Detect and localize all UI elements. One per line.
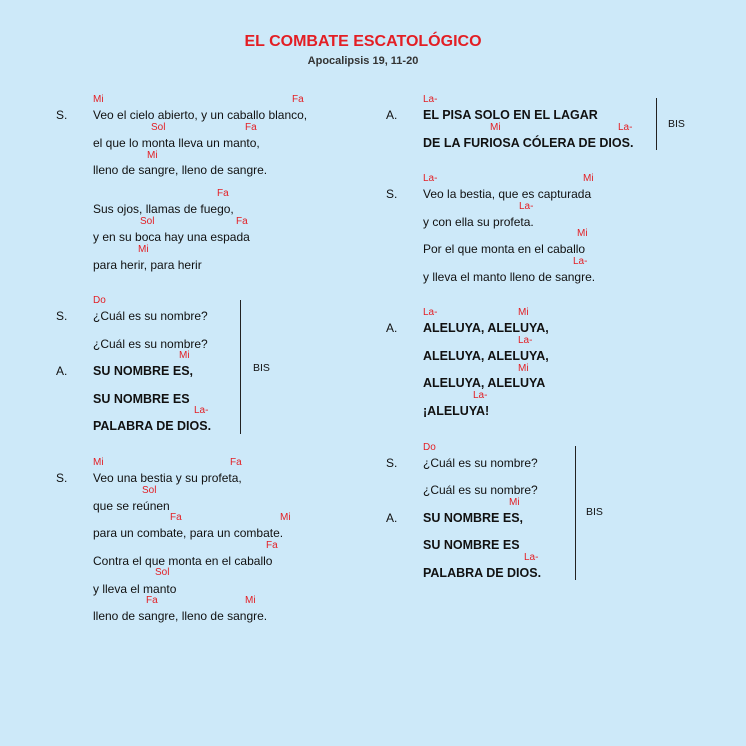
lyric-line: DE LA FURIOSA CÓLERA DE DIOS. (423, 136, 634, 150)
speaker-label: A. (386, 321, 398, 335)
chord: Fa (217, 188, 229, 199)
chord: La- (423, 94, 438, 105)
chord: Fa (146, 595, 158, 606)
lyric-line: ALELUYA, ALELUYA (423, 376, 546, 390)
speaker-label: A. (386, 511, 398, 525)
lyric-line: ¡ALELUYA! (423, 404, 490, 418)
chord: Mi (93, 457, 104, 468)
lyric-line: Veo la bestia, que es capturada (423, 187, 592, 201)
chord: Mi (280, 512, 291, 523)
lyric-line: ¿Cuál es su nombre? (93, 337, 208, 351)
chord: Sol (142, 485, 157, 496)
chord: Mi (147, 150, 158, 161)
lyric-line: y con ella su profeta. (423, 215, 534, 229)
chord: Sol (140, 216, 155, 227)
chord: Mi (518, 363, 529, 374)
chord: Mi (490, 122, 501, 133)
speaker-label: S. (386, 456, 398, 470)
chord: Fa (266, 540, 278, 551)
chord: Sol (155, 567, 170, 578)
chord: Do (423, 442, 436, 453)
chord: Mi (509, 497, 520, 508)
lyric-line: ¿Cuál es su nombre? (423, 483, 538, 497)
lyric-line: lleno de sangre, lleno de sangre. (93, 163, 268, 177)
chord: Do (93, 295, 106, 306)
speaker-label: S. (56, 108, 68, 122)
chord: La- (423, 307, 438, 318)
chord: Fa (230, 457, 242, 468)
lyric-line: el que lo monta lleva un manto, (93, 136, 260, 150)
lyric-line: EL PISA SOLO EN EL LAGAR (423, 108, 598, 122)
speaker-label: S. (56, 309, 68, 323)
lyric-line: Veo una bestia y su profeta, (93, 471, 242, 485)
lyric-line: SU NOMBRE ES (423, 538, 520, 552)
chord: La- (519, 201, 534, 212)
bis-bracket (240, 300, 241, 434)
chord: Mi (518, 307, 529, 318)
chord: Mi (138, 244, 149, 255)
lyric-line: para herir, para herir (93, 258, 202, 272)
lyric-line: PALABRA DE DIOS. (423, 566, 542, 580)
chord: Sol (151, 122, 166, 133)
lyric-line: ¿Cuál es su nombre? (93, 309, 208, 323)
lyric-line: SU NOMBRE ES (93, 392, 190, 406)
lyric-line: ALELUYA, ALELUYA, (423, 321, 549, 335)
chord: La- (573, 256, 588, 267)
speaker-label: S. (56, 471, 68, 485)
bis-label: BIS (668, 118, 685, 130)
lyric-line: lleno de sangre, lleno de sangre. (93, 609, 268, 623)
bis-label: BIS (586, 506, 603, 518)
chord: La- (518, 335, 533, 346)
chord: Fa (245, 122, 257, 133)
chord: Fa (236, 216, 248, 227)
speaker-label: A. (386, 108, 398, 122)
speaker-label: S. (386, 187, 398, 201)
lyric-line: ALELUYA, ALELUYA, (423, 349, 549, 363)
lyric-line: ¿Cuál es su nombre? (423, 456, 538, 470)
speaker-label: A. (56, 364, 68, 378)
bis-bracket (575, 446, 576, 580)
bis-label: BIS (253, 362, 270, 374)
chord: La- (524, 552, 539, 563)
lyric-line: Sus ojos, llamas de fuego, (93, 202, 234, 216)
lyric-line: para un combate, para un combate. (93, 526, 284, 540)
lyric-line: SU NOMBRE ES, (93, 364, 194, 378)
chord: La- (423, 173, 438, 184)
chord: Fa (292, 94, 304, 105)
lyric-line: Por el que monta en el caballo (423, 242, 586, 256)
lyric-line: SU NOMBRE ES, (423, 511, 524, 525)
bis-bracket (656, 98, 657, 150)
chord: Mi (93, 94, 104, 105)
chord: Mi (577, 228, 588, 239)
chord: Mi (583, 173, 594, 184)
lyric-line: Veo el cielo abierto, y un caballo blanco, (93, 108, 308, 122)
chord: La- (194, 405, 209, 416)
chord: La- (618, 122, 633, 133)
song-subtitle: Apocalipsis 19, 11-20 (307, 55, 419, 67)
chord: La- (473, 390, 488, 401)
song-title: EL COMBATE ESCATOLÓGICO (244, 33, 482, 50)
chord: Fa (170, 512, 182, 523)
lyric-line: y lleva el manto lleno de sangre. (423, 270, 596, 284)
lyric-line: y lleva el manto (93, 582, 177, 596)
chord: Mi (179, 350, 190, 361)
lyric-line: y en su boca hay una espada (93, 230, 250, 244)
lyric-line: PALABRA DE DIOS. (93, 419, 212, 433)
chord: Mi (245, 595, 256, 606)
lyric-line: Contra el que monta en el caballo (93, 554, 273, 568)
lyric-line: que se reúnen (93, 499, 170, 513)
